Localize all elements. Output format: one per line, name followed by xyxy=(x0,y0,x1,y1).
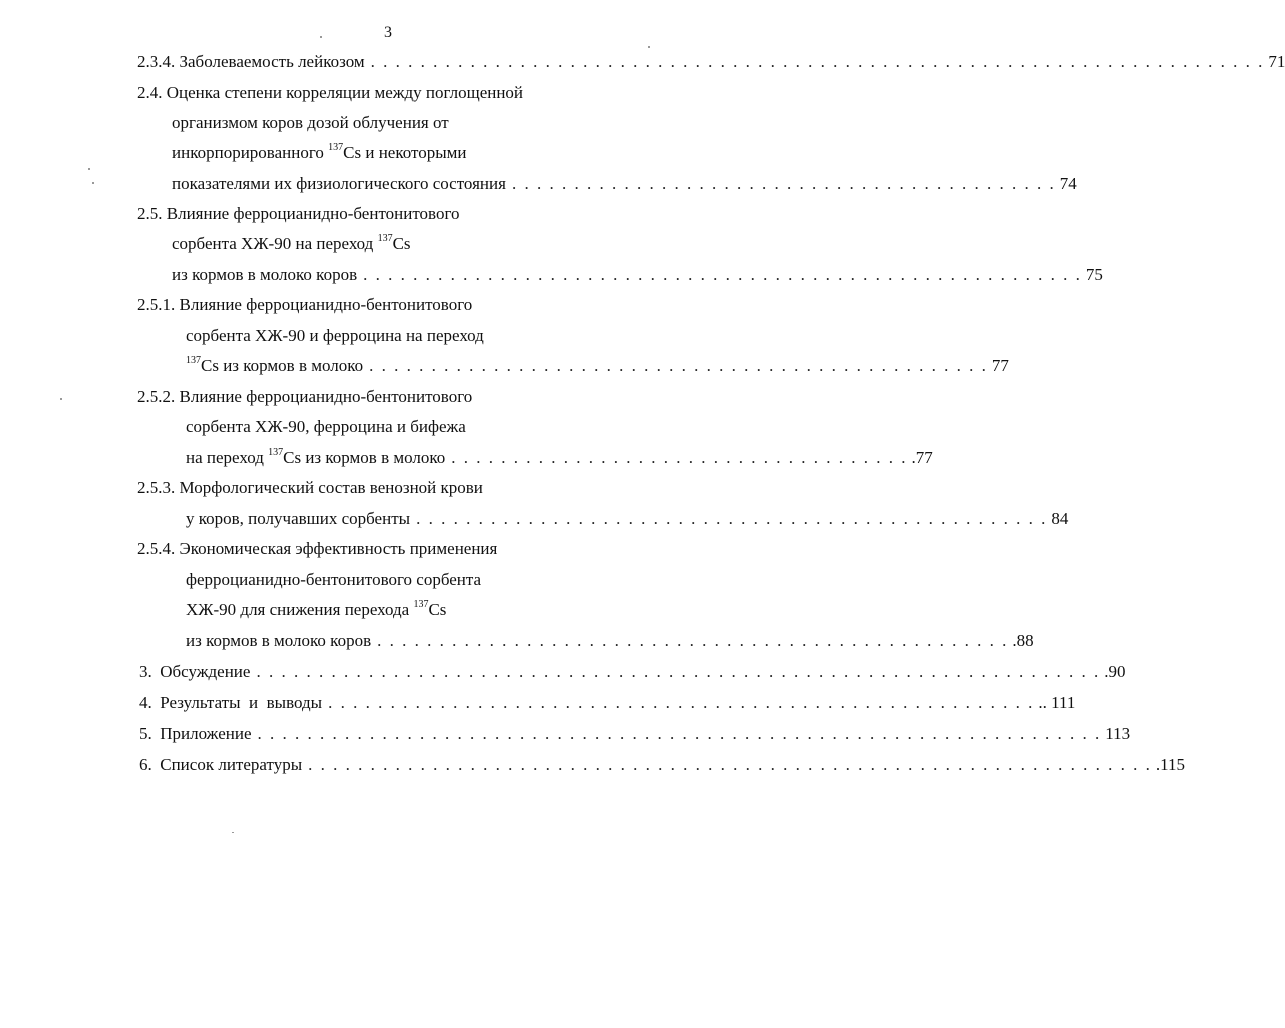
toc-page: .88 xyxy=(1012,631,1034,650)
scan-speck xyxy=(60,398,62,400)
isotope-mass: 137 xyxy=(377,233,393,244)
toc-page: .90 xyxy=(1104,662,1126,681)
toc-number: 4. xyxy=(139,693,152,712)
toc-page: .115 xyxy=(1155,755,1186,774)
toc-text: Cs xyxy=(392,234,411,253)
toc-text: показателями их физиологического состояния xyxy=(172,174,506,193)
toc-entry-2-4 xyxy=(137,80,523,106)
toc-entry-3: 3. Обсуждение . . . . . . . . . . . . . . . . . . . . . . . . . . . . . . . . . . . . . . . . . . . . . . . . . . . . . . . . . . . . . . . . . . . . .90 xyxy=(139,659,688,685)
toc-line: $^{137}$Cs из кормов в молоко . . . . . . . . . . . . . . . . . . . . . . . . . . . . . . . . . . . . . . . . . . . . . . . . . . 77 xyxy=(186,353,688,379)
scan-speck xyxy=(88,168,90,170)
toc-number: 5. xyxy=(139,724,152,743)
page-number: 3 xyxy=(384,24,392,41)
toc-entry-5: 5. Приложение . . . . . . . . . . . . . . . . . . . . . . . . . . . . . . . . . . . . . . . . . . . . . . . . . . . . . . . . . . . . . . . . . . . . 113 xyxy=(139,721,688,747)
toc-text: Cs и некоторыми xyxy=(343,143,467,162)
toc-entry-2-5 xyxy=(137,201,460,227)
toc-number: 2.4. xyxy=(137,83,163,102)
toc-line: у коров, получавших сорбенты . . . . . . . . . . . . . . . . . . . . . . . . . . . . . . . . . . . . . . . . . . . . . . . . . . . 84 xyxy=(186,506,688,532)
toc-line xyxy=(186,597,446,623)
toc-title: Влияние ферроцианидно-бентонитового xyxy=(179,387,473,406)
toc-text: из кормов в молоко коров xyxy=(186,631,372,650)
toc-entry-2-5-3 xyxy=(137,475,483,501)
toc-title: Результаты и выводы xyxy=(160,693,323,712)
toc-number: 2.5.2. xyxy=(137,387,176,406)
toc-line: ферроцианидно-бентонитового сорбента xyxy=(186,570,482,589)
toc-number: 2.5. xyxy=(137,204,163,223)
toc-page: 77 xyxy=(991,356,1009,375)
toc-number: 2.3.4. xyxy=(137,52,176,71)
toc-title: Морфологический состав венозной крови xyxy=(179,478,483,497)
toc-text: у коров, получавших сорбенты xyxy=(186,509,411,528)
toc-text: ХЖ-90 для снижения перехода xyxy=(186,600,414,619)
toc-line: из кормов в молоко коров . . . . . . . . . . . . . . . . . . . . . . . . . . . . . . . . . . . . . . . . . . . . . . . . . . . . . . . . . . 75 xyxy=(172,262,688,288)
toc-text: инкорпорированного xyxy=(172,143,329,162)
toc-page: 75 xyxy=(1085,265,1103,284)
scan-speck xyxy=(92,182,94,184)
toc-text: из кормов в молоко коров xyxy=(172,265,358,284)
toc-line: организмом коров дозой облучения от xyxy=(172,113,449,132)
toc-page: .77 xyxy=(911,448,933,467)
isotope-mass: 137 xyxy=(413,599,429,610)
isotope-mass: 137 xyxy=(268,447,284,458)
toc-page: 84 xyxy=(1051,509,1069,528)
toc-line: на переход $^{137}$Cs из кормов в молоко . . . . . . . . . . . . . . . . . . . . . . . . . . . . . . . . . . . . . .77 xyxy=(186,445,688,471)
toc-number: 6. xyxy=(139,755,152,774)
toc-title: Обсуждение xyxy=(160,662,251,681)
toc-entry-2-5-4 xyxy=(137,536,497,562)
toc-number: 2.5.4. xyxy=(137,539,176,558)
toc-line xyxy=(172,231,411,257)
toc-number: 3. xyxy=(139,662,152,681)
toc-entry-2-5-1 xyxy=(137,292,472,318)
toc-page: 74 xyxy=(1059,174,1077,193)
toc-title: Влияние ферроцианидно-бентонитового xyxy=(179,295,473,314)
toc-text: сорбента ХЖ-90 на переход xyxy=(172,234,378,253)
scan-speck xyxy=(232,832,234,833)
toc-title: Экономическая эффективность применения xyxy=(179,539,498,558)
toc-line: сорбента ХЖ-90 и ферроцина на переход xyxy=(186,326,484,345)
toc-entry-4: 4. Результаты и выводы . . . . . . . . . . . . . . . . . . . . . . . . . . . . . . . . . . . . . . . . . . . . . . . . . . . . . . . . . .. 111 xyxy=(139,690,688,716)
toc-number: 2.5.1. xyxy=(137,295,176,314)
toc-line: из кормов в молоко коров . . . . . . . . . . . . . . . . . . . . . . . . . . . . . . . . . . . . . . . . . . . . . . . . . . . .88 xyxy=(186,628,688,654)
toc-title: Оценка степени корреляции между поглощенной xyxy=(166,83,524,102)
toc-title: Список литературы xyxy=(160,755,303,774)
toc-line: сорбента ХЖ-90, ферроцина и бифежа xyxy=(186,417,466,436)
isotope-mass: 137 xyxy=(186,355,201,366)
toc-entry-6: 6. Список литературы . . . . . . . . . . . . . . . . . . . . . . . . . . . . . . . . . . . . . . . . . . . . . . . . . . . . . . . . . . . . . . . . . . . . .115 xyxy=(139,752,688,778)
scan-speck xyxy=(320,36,322,38)
toc-title: Влияние ферроцианидно-бентонитового xyxy=(166,204,460,223)
toc-line: показателями их физиологического состояния . . . . . . . . . . . . . . . . . . . . . . . . . . . . . . . . . . . . . . . . . . . . 74 xyxy=(172,171,688,197)
toc-number: 2.5.3. xyxy=(137,478,176,497)
toc-page: .. 111 xyxy=(1038,693,1076,712)
scan-speck xyxy=(648,46,650,48)
toc-page: 71 xyxy=(1268,52,1285,71)
toc-text: на переход xyxy=(186,448,269,467)
toc-title: Заболеваемость лейкозом xyxy=(179,52,365,71)
toc-entry-2-5-2 xyxy=(137,384,472,410)
toc-text: Cs xyxy=(428,600,447,619)
toc-entry-2-3-4: 2.3.4. Заболеваемость лейкозом . . . . . . . . . . . . . . . . . . . . . . . . . . . . . . . . . . . . . . . . . . . . . . . . . . . . . . . . . . . . . . . . . . . . . . . . 71 xyxy=(137,49,688,75)
toc-text: Cs из кормов в молоко xyxy=(283,448,446,467)
toc-text: Cs из кормов в молоко xyxy=(201,356,364,375)
isotope-mass: 137 xyxy=(328,142,344,153)
toc-line xyxy=(172,140,467,166)
toc-title: Приложение xyxy=(160,724,252,743)
toc-page: 113 xyxy=(1105,724,1131,743)
